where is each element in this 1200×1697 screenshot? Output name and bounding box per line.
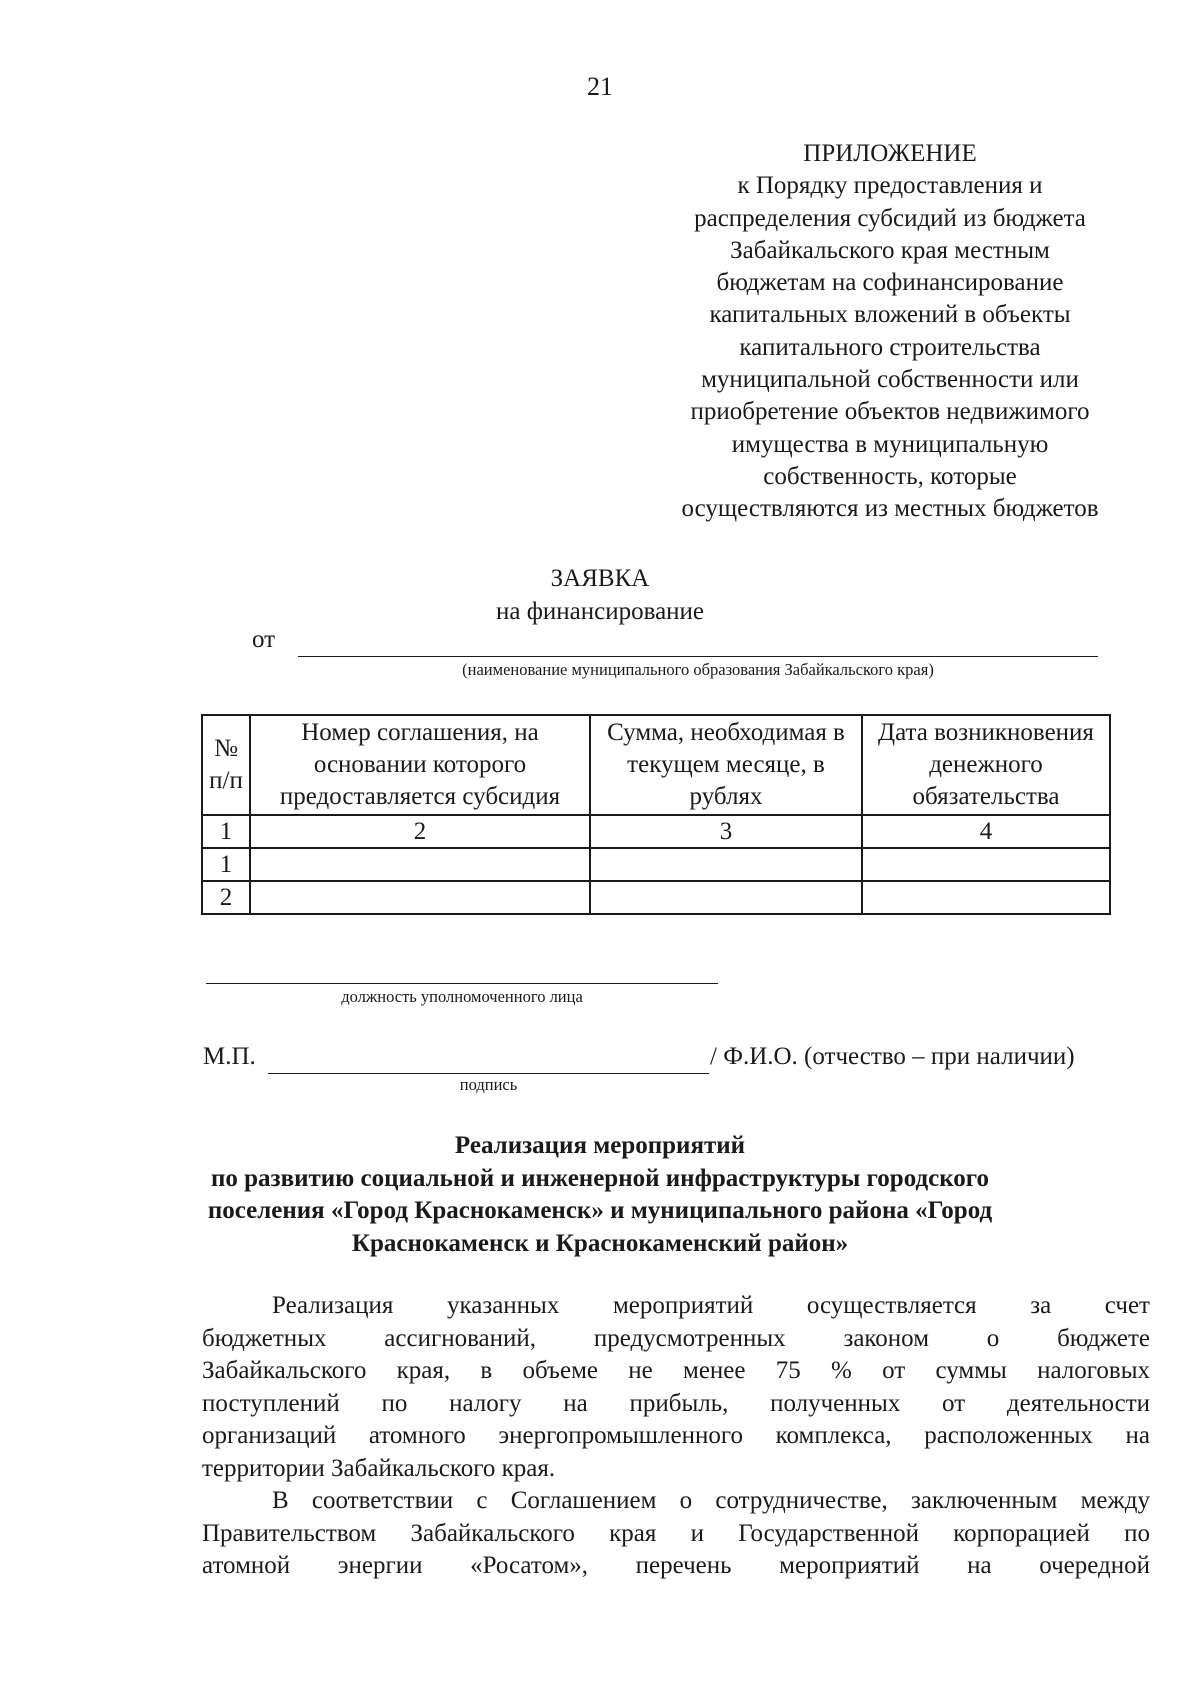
date-cell (862, 848, 1110, 881)
header-agreement: Номер соглашения, на основании которого предоставляется субсидия (250, 715, 590, 815)
appendix-line: собственность, которые (763, 462, 1017, 490)
text-line: Забайкальского края, в объеме не менее 75 % от суммы налоговых (202, 1357, 1150, 1384)
page-number: 21 (587, 72, 613, 101)
appendix-block (660, 138, 1120, 526)
date-cell (862, 881, 1110, 914)
municipality-name-line (298, 656, 1098, 657)
header-number: № п/п (202, 715, 250, 815)
municipality-caption: (наименование муниципального образования Забайкальского края) (462, 660, 934, 679)
text-line: атомной энергии «Росатом», перечень мероприятий на очередной (202, 1552, 1150, 1579)
amount-cell (590, 848, 862, 881)
full-name-label: / Ф.И.О. (отчество – при наличии) (710, 1043, 1075, 1070)
section-heading (100, 1130, 1100, 1260)
position-line (206, 983, 718, 984)
appendix-title: ПРИЛОЖЕНИЕ (803, 140, 977, 167)
signature-caption: подпись (459, 1075, 518, 1094)
appendix-line: имущества в муниципальную (731, 430, 1049, 458)
heading-line: поселения «Город Краснокаменск» и муниципального района «Город (207, 1197, 993, 1224)
request-subtitle: на финансирование (495, 598, 705, 625)
request-title: ЗАЯВКА (550, 565, 650, 592)
text-line: бюджетных ассигнований, предусмотренных законом о бюджете (202, 1324, 1150, 1352)
column-number: 1 (202, 815, 250, 848)
text-line: Правительством Забайкальского края и Государственной корпорацией по (202, 1519, 1150, 1547)
header-amount: Сумма, необходимая в текущем месяце, в рублях (590, 715, 862, 815)
agreement-cell (250, 881, 590, 914)
signature-line (268, 1073, 709, 1074)
column-number-row (202, 815, 1110, 848)
agreement-cell (250, 848, 590, 881)
request-table (201, 714, 1111, 915)
text-line: поступлений по налогу на прибыль, полученных от деятельности (202, 1389, 1150, 1417)
table-header-row (202, 715, 1110, 815)
row-number: 2 (202, 881, 250, 914)
paragraph (202, 1485, 1150, 1583)
amount-cell (590, 881, 862, 914)
stamp-label: М.П. (203, 1043, 256, 1070)
paragraph (202, 1290, 1150, 1485)
column-number: 3 (590, 815, 862, 848)
header-date: Дата возникновения денежного обязательства (862, 715, 1110, 815)
text-line: В соответствии с Соглашением о сотрудничестве, заключенным между (272, 1487, 1150, 1514)
row-number: 1 (202, 848, 250, 881)
text-line: организаций атомного энергопромышленного комплекса, расположенных на (202, 1422, 1150, 1449)
position-caption: должность уполномоченного лица (341, 987, 583, 1006)
heading-line: по развитию социальной и инженерной инфраструктуры городского (210, 1164, 990, 1192)
appendix-line: распределения субсидий из бюджета (694, 204, 1086, 232)
heading-line: Реализация мероприятий (454, 1132, 746, 1159)
heading-line: Краснокаменск и Краснокаменский район» (351, 1229, 849, 1257)
column-number: 4 (862, 815, 1110, 848)
table-row (202, 848, 1110, 881)
body-text (202, 1290, 1150, 1583)
appendix-line: бюджетам на софинансирование (716, 269, 1064, 297)
request-heading (0, 562, 1200, 628)
appendix-line: Забайкальского края местным (730, 236, 1050, 264)
table-row (202, 881, 1110, 914)
text-line: Реализация указанных мероприятий осуществляется за счет (272, 1292, 1150, 1319)
text-line: территории Забайкальского края. (202, 1454, 556, 1482)
appendix-line: к Порядку предоставления и (737, 172, 1043, 200)
appendix-line: капитальных вложений в объекты (709, 301, 1071, 329)
appendix-line: капитального строительства (739, 333, 1041, 361)
appendix-line: муниципальной собственности или (701, 366, 1079, 394)
from-label: от (252, 626, 276, 653)
column-number: 2 (250, 815, 590, 848)
appendix-line: осуществляются из местных бюджетов (681, 495, 1099, 523)
appendix-line: приобретение объектов недвижимого (690, 398, 1090, 426)
